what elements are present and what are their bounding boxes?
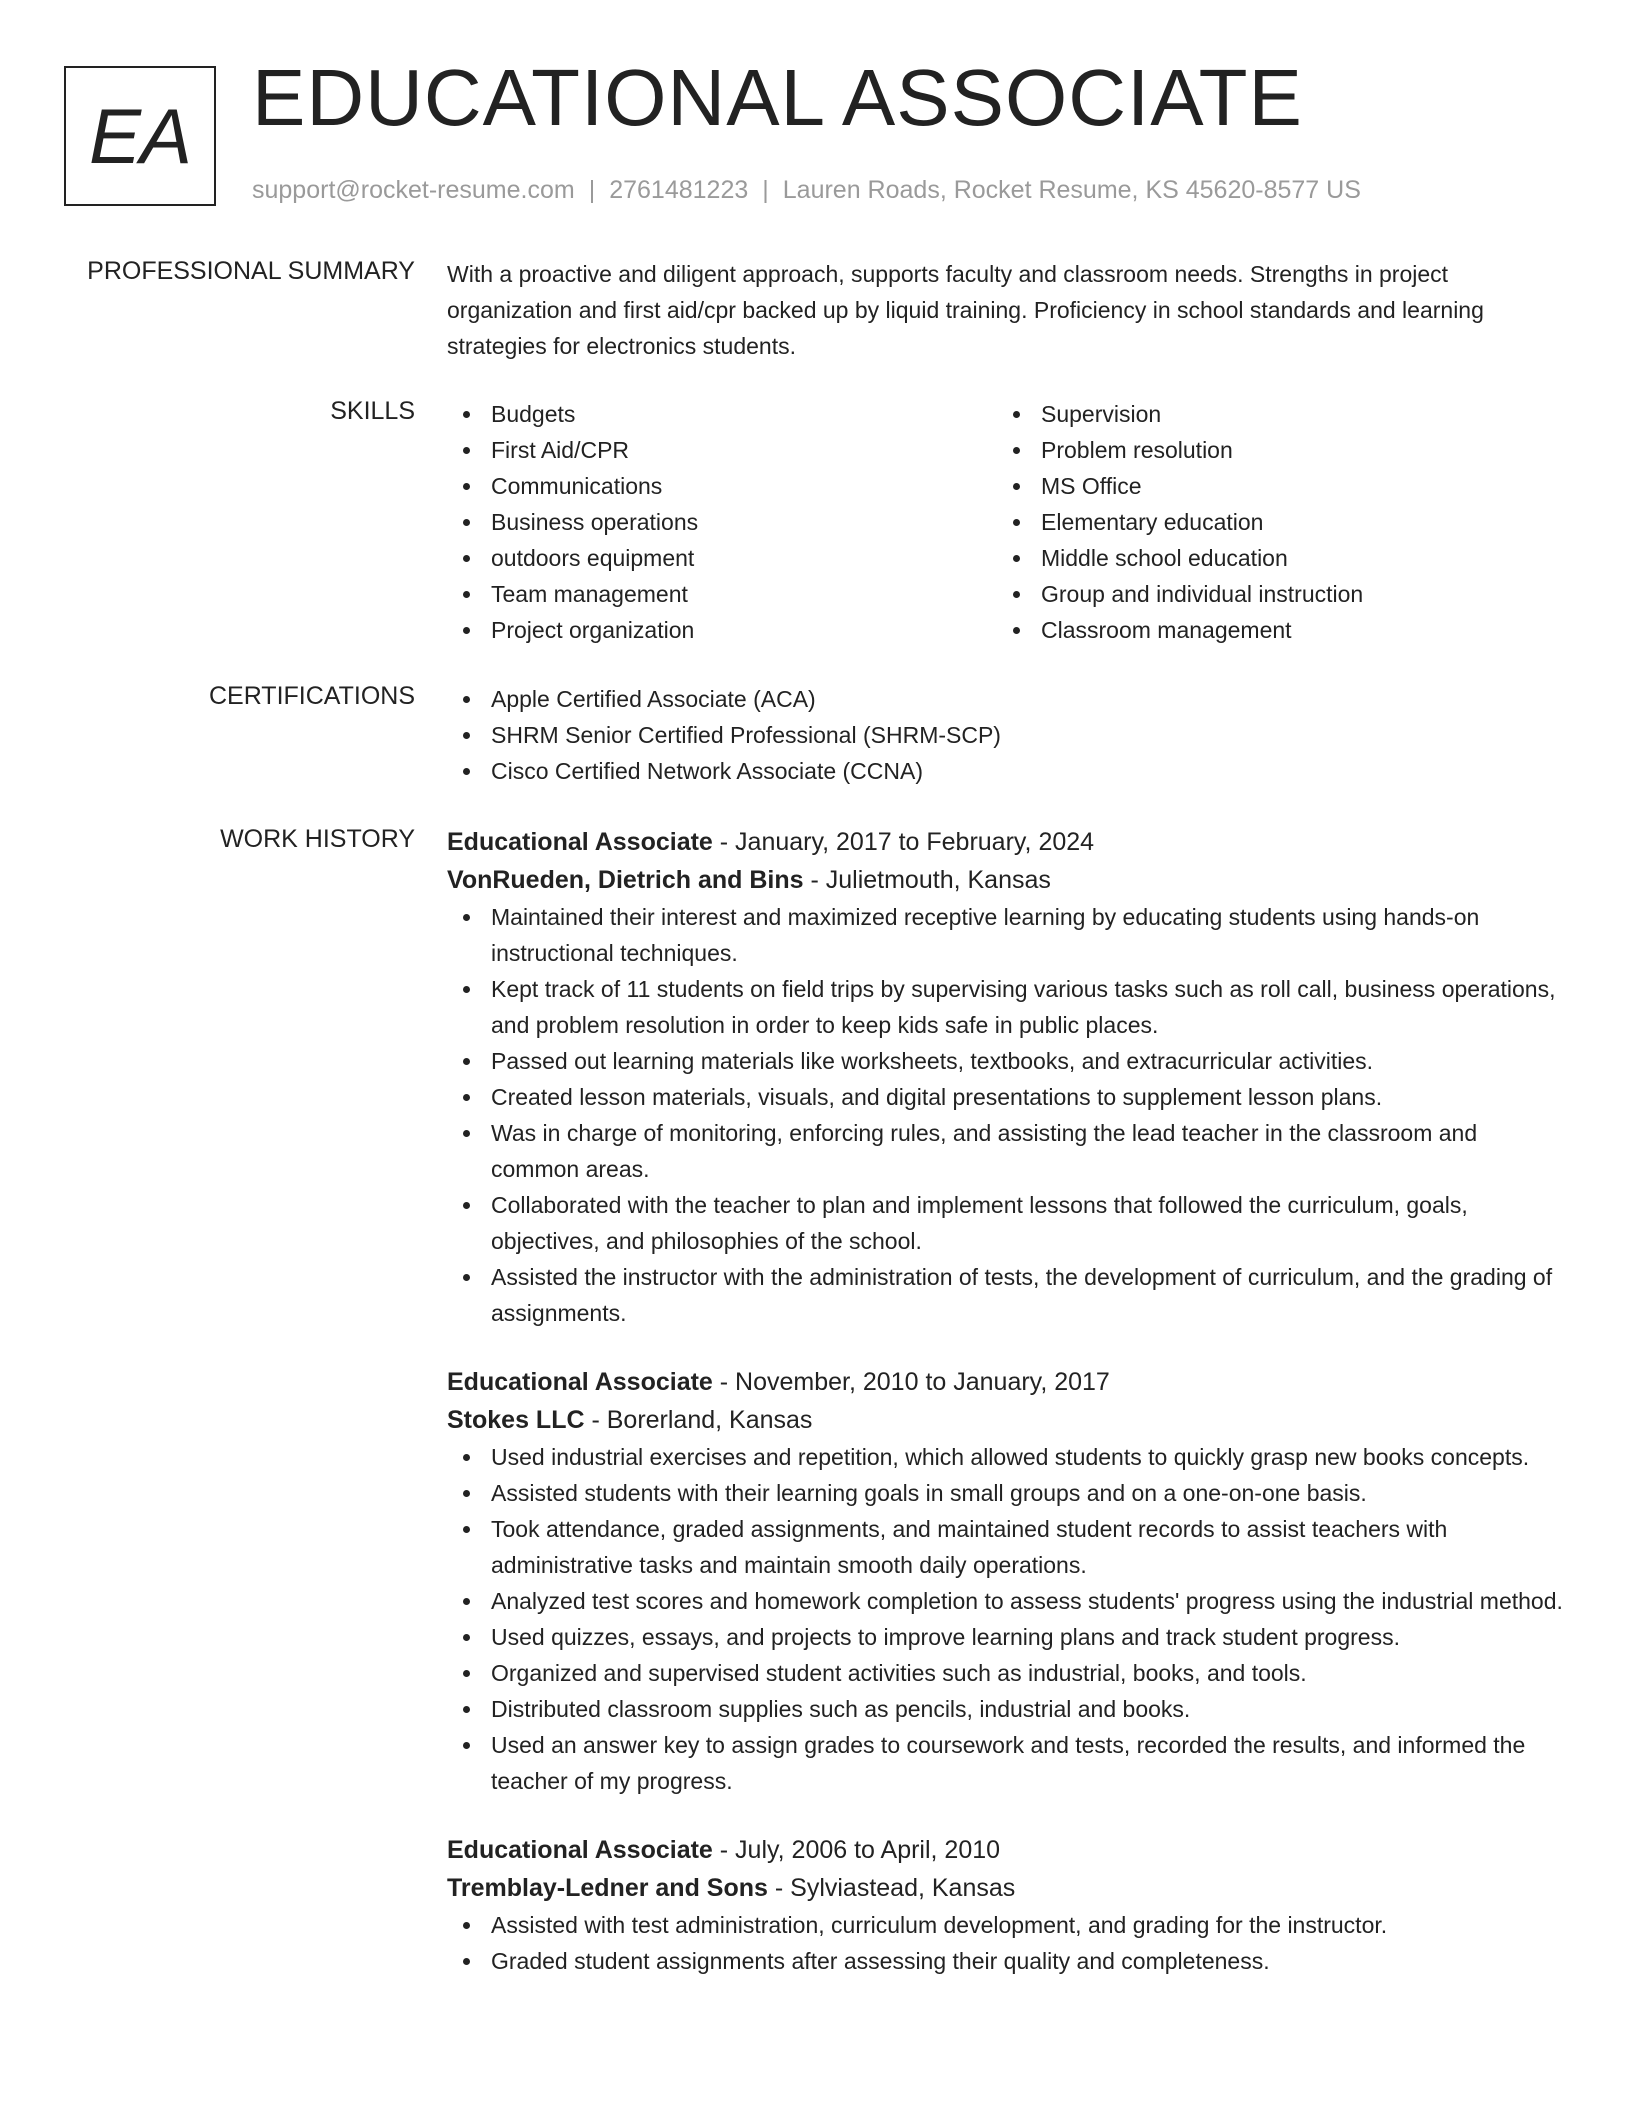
section-heading: SKILLS [330, 397, 415, 425]
job-dates: - January, 2017 to February, 2024 [712, 828, 1095, 856]
list-item: SHRM Senior Certified Professional (SHRM-SCP) [447, 717, 1567, 753]
list-item: Cisco Certified Network Associate (CCNA) [447, 753, 1567, 789]
job-dates: - July, 2006 to April, 2010 [712, 1836, 1001, 1864]
resume-name: EDUCATIONAL ASSOCIATE [252, 53, 1303, 142]
list-item: Classroom management [997, 612, 1547, 648]
skills-list-left [447, 396, 997, 648]
contact-separator: | [588, 176, 596, 204]
skills-list-right [997, 396, 1547, 648]
list-item: Used quizzes, essays, and projects to improve learning plans and track student progress. [447, 1619, 1567, 1655]
list-item: Problem resolution [997, 432, 1547, 468]
list-item: Middle school education [997, 540, 1547, 576]
job-title: Educational Associate [447, 828, 713, 856]
job-bullets [447, 899, 1567, 1331]
list-item: Used industrial exercises and repetition, which allowed students to quickly grasp new books concepts. [447, 1439, 1567, 1475]
list-item: Organized and supervised student activities such as industrial, books, and tools. [447, 1655, 1567, 1691]
list-item: Kept track of 11 students on field trips by supervising various tasks such as roll call, business operations, and problem resolution in order to keep kids safe in public places. [447, 971, 1567, 1043]
certifications-list [447, 681, 1567, 789]
job-entry [447, 1831, 1567, 1979]
job-entry [447, 1363, 1567, 1799]
job-bullets [447, 1439, 1567, 1799]
job-company: Tremblay-Ledner and Sons [447, 1874, 768, 1902]
contact-phone: 2761481223 [609, 176, 749, 204]
list-item: Communications [447, 468, 997, 504]
list-item: Assisted the instructor with the administration of tests, the development of curriculum, and the grading of assignments. [447, 1259, 1567, 1331]
list-item: Group and individual instruction [997, 576, 1547, 612]
list-item: outdoors equipment [447, 540, 997, 576]
job-company-line [447, 861, 1567, 899]
list-item: MS Office [997, 468, 1547, 504]
job-title-line [447, 1363, 1567, 1401]
job-title: Educational Associate [447, 1368, 713, 1396]
list-item: Apple Certified Associate (ACA) [447, 681, 1567, 717]
job-company: VonRueden, Dietrich and Bins [447, 866, 804, 894]
list-item: Passed out learning materials like worksheets, textbooks, and extracurricular activities. [447, 1043, 1567, 1079]
job-company: Stokes LLC [447, 1406, 585, 1434]
list-item: Took attendance, graded assignments, and maintained student records to assist teachers with administrative tasks and maintain smooth daily operations. [447, 1511, 1567, 1583]
list-item: Budgets [447, 396, 997, 432]
summary-text: With a proactive and diligent approach, supports faculty and classroom needs. Strengths in project organization and first aid/cpr backed up by liquid training. Proficiency in school standards and learning strategies for electronics students. [447, 261, 1484, 359]
work-history-body [447, 823, 1567, 2011]
list-item: Maintained their interest and maximized receptive learning by educating students using hands-on instructional techniques. [447, 899, 1567, 971]
monogram-initials: EA [88, 91, 192, 180]
list-item: Supervision [997, 396, 1547, 432]
list-item: Used an answer key to assign grades to coursework and tests, recorded the results, and informed the teacher of my progress. [447, 1727, 1567, 1799]
contact-line [252, 176, 1361, 205]
list-item: Graded student assignments after assessing their quality and completeness. [447, 1943, 1567, 1979]
list-item: Team management [447, 576, 997, 612]
list-item: Analyzed test scores and homework completion to assess students' progress using the industrial method. [447, 1583, 1567, 1619]
list-item: Project organization [447, 612, 997, 648]
list-item: First Aid/CPR [447, 432, 997, 468]
job-location: - Borerland, Kansas [584, 1406, 813, 1434]
certifications-body [447, 681, 1567, 789]
monogram-box [64, 66, 216, 206]
job-title-line [447, 823, 1567, 861]
list-item: Collaborated with the teacher to plan and implement lessons that followed the curriculum, goals, objectives, and philosophies of the school. [447, 1187, 1567, 1259]
skills-columns [447, 396, 1567, 648]
job-company-line [447, 1401, 1567, 1439]
list-item: Distributed classroom supplies such as pencils, industrial and books. [447, 1691, 1567, 1727]
list-item: Elementary education [997, 504, 1547, 540]
section-heading: CERTIFICATIONS [208, 682, 415, 710]
list-item: Business operations [447, 504, 997, 540]
job-title: Educational Associate [447, 1836, 713, 1864]
section-heading: PROFESSIONAL SUMMARY [87, 257, 415, 285]
list-item: Was in charge of monitoring, enforcing rules, and assisting the lead teacher in the classroom and common areas. [447, 1115, 1567, 1187]
list-item: Assisted with test administration, curriculum development, and grading for the instructor. [447, 1907, 1567, 1943]
job-company-line [447, 1869, 1567, 1907]
job-entry [447, 823, 1567, 1331]
job-location: - Julietmouth, Kansas [803, 866, 1051, 894]
list-item: Created lesson materials, visuals, and digital presentations to supplement lesson plans. [447, 1079, 1567, 1115]
contact-address: Lauren Roads, Rocket Resume, KS 45620-8577 US [782, 176, 1361, 204]
list-item: Assisted students with their learning goals in small groups and on a one-on-one basis. [447, 1475, 1567, 1511]
job-location: - Sylviastead, Kansas [767, 1874, 1016, 1902]
job-title-line [447, 1831, 1567, 1869]
contact-email: support@rocket-resume.com [252, 176, 575, 204]
job-bullets [447, 1907, 1567, 1979]
contact-separator: | [762, 176, 769, 204]
section-heading: WORK HISTORY [220, 825, 415, 853]
job-dates: - November, 2010 to January, 2017 [712, 1368, 1110, 1396]
